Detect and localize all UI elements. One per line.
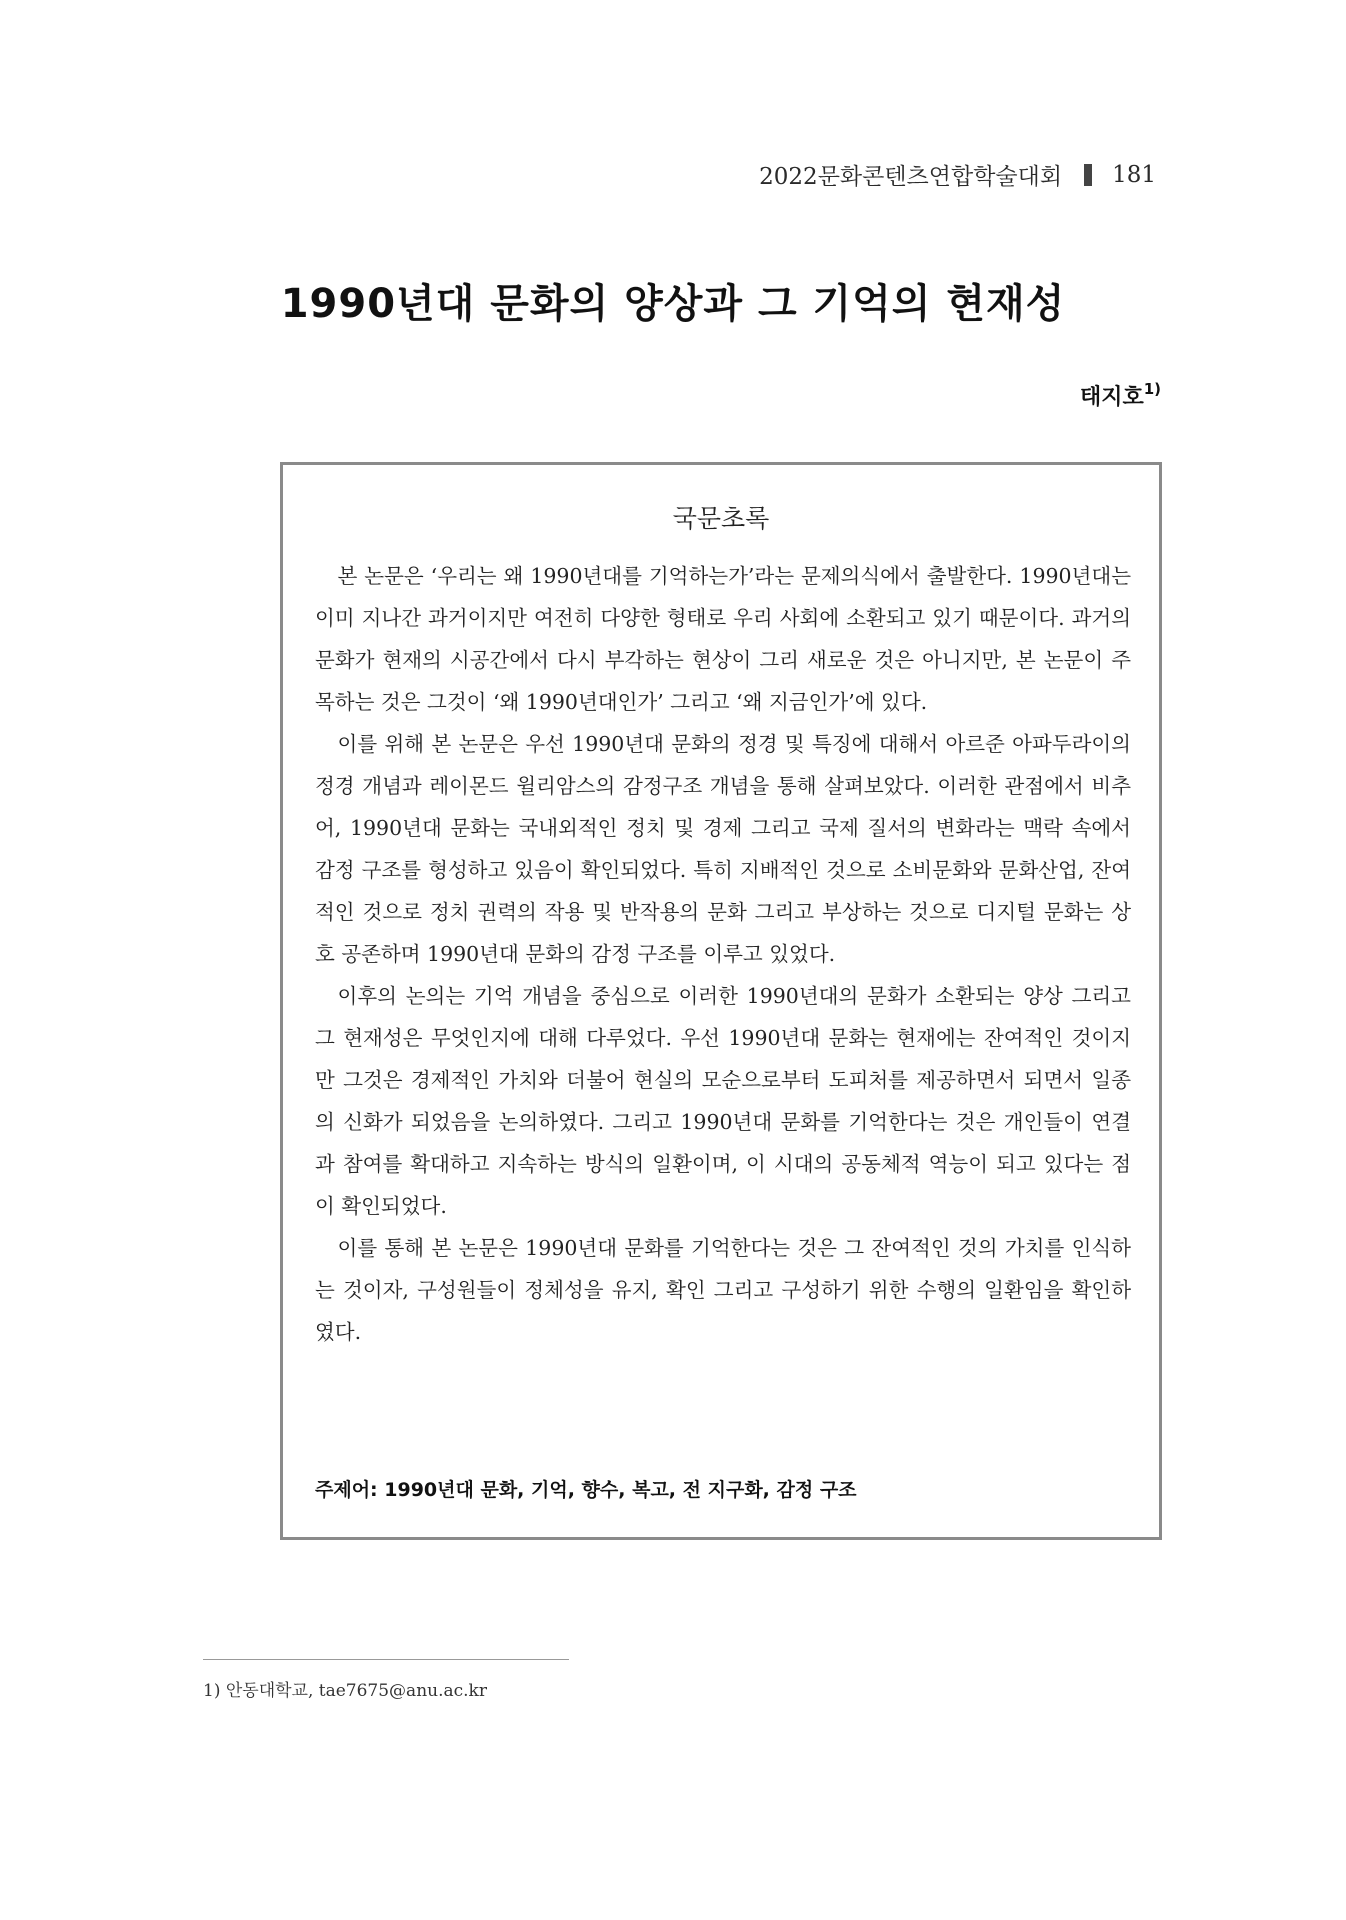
footnote: 1) 안동대학교, tae7675@anu.ac.kr xyxy=(203,1681,487,1701)
abstract-paragraph: 이후의 논의는 기억 개념을 중심으로 이러한 1990년대의 문화가 소환되는 양상 그리고 그 현재성은 무엇인지에 대해 다루었다. 우선 1990년대 문화는 현재에는 잔여적인 것이지만 그것은 경제적인 가치와 더불어 현실의 모순으로부터 도피처를 제공하면서 되면서 일종의 신화가 되었음을 논의하였다. 그리고 1990년대 문화를 기억한다는 것은 개인들이 연결과 참여를 확대하고 지속하는 방식의 일환이며, 이 시대의 공동체적 역능이 되고 있다는 점이 확인되었다. xyxy=(315,984,1131,1218)
abstract-paragraph: 본 논문은 ‘우리는 왜 1990년대를 기억하는가’라는 문제의식에서 출발한다. 1990년대는 이미 지나간 과거이지만 여전히 다양한 형태로 우리 사회에 소환되고 있기 때문이다. 과거의 문화가 현재의 시공간에서 다시 부각하는 현상이 그리 새로운 것은 아니지만, 본 논문이 주목하는 것은 그것이 ‘왜 1990년대인가’ 그리고 ‘왜 지금인가’에 있다. xyxy=(315,564,1131,714)
abstract-paragraph: 이를 위해 본 논문은 우선 1990년대 문화의 정경 및 특징에 대해서 아르준 아파두라이의 정경 개념과 레이몬드 윌리암스의 감정구조 개념을 통해 살펴보았다. 이러한 관점에서 비추어, 1990년대 문화는 국내외적인 정치 및 경제 그리고 국제 질서의 변화라는 맥락 속에서 감정 구조를 형성하고 있음이 확인되었다. 특히 지배적인 것으로 소비문화와 문화산업, 잔여적인 것으로 정치 권력의 작용 및 반작용의 문화 그리고 부상하는 것으로 디지털 문화는 상호 공존하며 1990년대 문화의 감정 구조를 이루고 있었다. xyxy=(315,732,1131,966)
abstract-heading: 국문초록 xyxy=(672,504,770,533)
abstract-paragraph: 이를 통해 본 논문은 1990년대 문화를 기억한다는 것은 그 잔여적인 것의 가치를 인식하는 것이자, 구성원들이 정체성을 유지, 확인 그리고 구성하기 위한 수행의 일환임을 확인하였다. xyxy=(315,1236,1131,1344)
author-name: 태지호 xyxy=(1079,385,1144,410)
abstract-box xyxy=(280,462,1162,1540)
running-header xyxy=(759,158,1156,191)
footnote-divider xyxy=(203,1659,569,1660)
author-footnote-marker: 1) xyxy=(1143,379,1161,398)
conference-name: 2022문화콘텐츠연합학술대회 xyxy=(759,164,1063,190)
paper-title: 1990년대 문화의 양상과 그 기억의 현재성 xyxy=(280,281,1066,327)
header-separator xyxy=(1084,164,1092,186)
author-line xyxy=(1080,380,1161,411)
abstract-body xyxy=(315,555,1131,1353)
keywords: 주제어: 1990년대 문화, 기억, 향수, 복고, 전 지구화, 감정 구조 xyxy=(315,1479,857,1501)
page-number: 181 xyxy=(1112,161,1156,188)
